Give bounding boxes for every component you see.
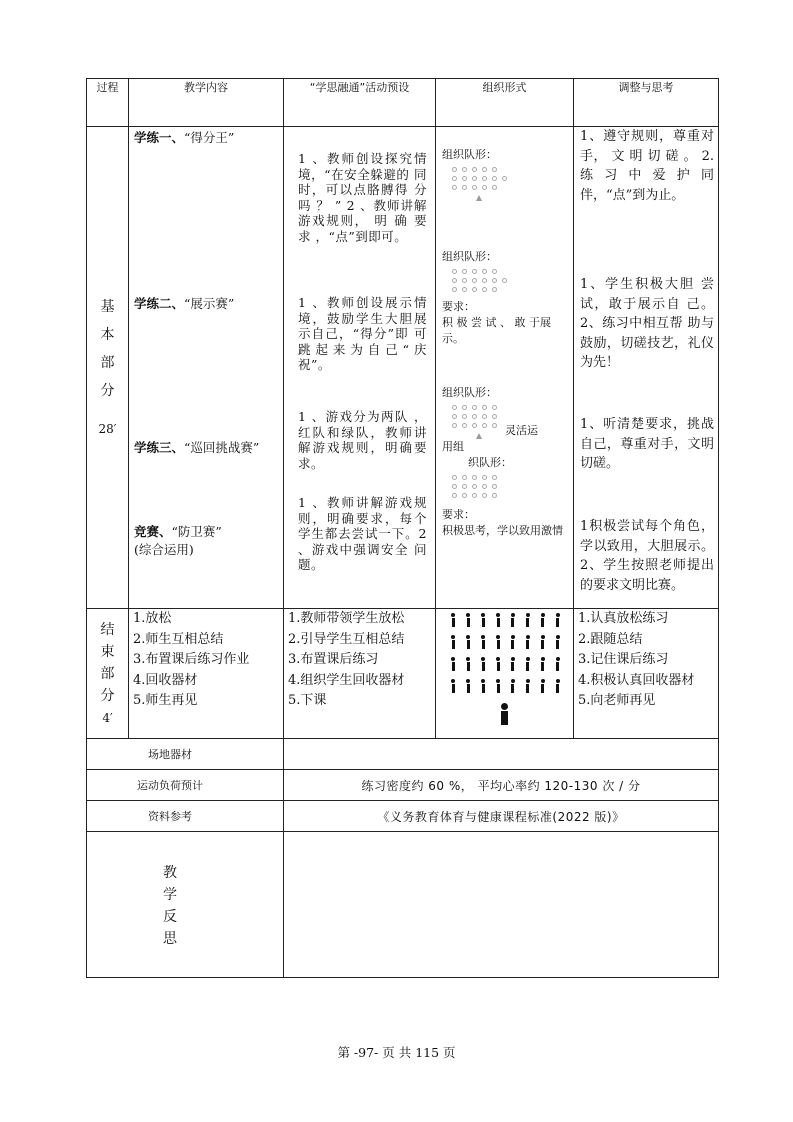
end-organization-cell: [436, 609, 574, 739]
student-figure-icon: [550, 613, 565, 629]
formation-diagram: [452, 269, 507, 296]
list-item: 4.积极认真回收器材: [578, 672, 695, 688]
end-content-cell: [129, 609, 284, 739]
formation-diagram: [452, 405, 497, 439]
student-figure-icon: [461, 635, 476, 651]
student-figure-icon: [446, 679, 461, 695]
activity-4: 1 、教师讲解游戏规 则，明确要求，每个 学生都去尝试一下。2 、游戏中强调安全 问题。: [298, 495, 427, 572]
process-char: 分: [100, 382, 115, 399]
process-char: 基: [100, 298, 115, 315]
student-figure-icon: [491, 657, 506, 673]
student-figure-icon: [520, 613, 535, 629]
student-figure-icon: [550, 657, 565, 673]
student-figure-icon: [476, 679, 491, 695]
basic-organization-cell: [436, 127, 574, 609]
reflection-row: [87, 832, 719, 978]
list-item: 5.师生再见: [133, 693, 198, 708]
student-figure-icon: [550, 679, 565, 695]
basic-time: 28′: [98, 421, 117, 436]
list-item: 1.教师带领学生放松: [288, 611, 405, 626]
load-row: [87, 770, 719, 801]
list-item: 2.师生互相总结: [133, 631, 224, 647]
student-figure-icon: [491, 679, 506, 695]
student-figure-icon: [506, 635, 521, 651]
student-figure-icon: [491, 613, 506, 629]
load-label: 运动负荷预计: [87, 770, 284, 801]
basic-adjustment-cell: [574, 127, 719, 609]
student-figure-icon: [506, 657, 521, 673]
practice-item-3: 学练三、“巡回挑战赛”: [134, 440, 260, 455]
student-figure-icon: [461, 657, 476, 673]
practice-item-1: 学练一、“得分王”: [134, 130, 235, 145]
list-item: 5.下课: [288, 693, 327, 708]
list-item: 4.回收器材: [133, 672, 198, 688]
student-figure-icon: [476, 635, 491, 651]
adjustment-3: 1、听清楚要求，挑战自己，尊重对手，文明切磋。: [580, 417, 714, 471]
end-activity-cell: [284, 609, 436, 739]
student-figure-icon: [446, 635, 461, 651]
student-figure-icon: [520, 657, 535, 673]
student-figure-icon: [446, 613, 461, 629]
header-organization: 组织形式: [436, 79, 574, 127]
process-char: 部: [100, 665, 115, 682]
formation-3: 组织队形： 灵活运 用组 织队形： 要求： 积极思考，学以致用激情: [442, 386, 563, 537]
list-item: 3.记住课后练习: [578, 652, 669, 667]
student-figure-icon: [506, 613, 521, 629]
header-adjustment: 调整与思考: [574, 79, 719, 127]
list-item: 1.认真放松练习: [578, 611, 669, 626]
activity-1: 1 、教师创设探究情 境，“在安全躲避的 同时，可以点胳膊得 分吗 ？ ” 2 、教师讲解游戏规则， 明 确 要 求 ，“点”到即可。: [298, 151, 427, 244]
adjustment-1: 1、遵守规则，尊重对手， 文 明 切 磋 。 2.练习中爱护同伴，“点”到为止。: [580, 129, 714, 203]
list-item: 4.组织学生回收器材: [288, 672, 405, 688]
student-figure-icon: [506, 679, 521, 695]
teacher-figure-icon: [436, 703, 573, 725]
student-figure-icon: [535, 657, 550, 673]
list-item: 2.引导学生互相总结: [288, 631, 405, 647]
practice-item-2: 学练二、“展示赛”: [134, 296, 235, 311]
process-char: 分: [100, 687, 115, 704]
student-figure-icon: [446, 657, 461, 673]
lesson-plan-table: [86, 78, 719, 978]
list-item: 5.向老师再见: [578, 693, 656, 708]
lesson-plan-sheet: [86, 78, 718, 978]
process-char: 本: [100, 326, 115, 343]
basic-activity-cell: [284, 127, 436, 609]
list-item: 3.布置课后练习: [288, 652, 379, 667]
adjustment-2: 1、学生积极大胆 尝试，敢于展示自 己。 2、练习中相互帮 助与鼓励，切磋技艺，礼仪为先！: [580, 277, 714, 370]
formation-2: 组织队形： 要求： 积 极 尝 试 、 敢 于展 示。: [442, 250, 551, 345]
venue-label: 场地器材: [87, 739, 284, 770]
list-item: 2.跟随总结: [578, 631, 643, 647]
process-char: 结: [100, 621, 115, 638]
header-process: 过程: [87, 79, 129, 127]
venue-value: [284, 739, 719, 770]
page-footer: 第 -97- 页 共 115 页: [337, 1045, 456, 1060]
student-figure-icon: [476, 613, 491, 629]
formation-diagram: [452, 167, 507, 201]
venue-row: [87, 739, 719, 770]
header-activity: “学思融通”活动预设: [284, 79, 436, 127]
reference-row: [87, 801, 719, 832]
student-figure-icon: [535, 635, 550, 651]
activity-3: 1 、游戏分为两队 ，红队和绿队，教师讲 解游戏规则，明确要 求。: [298, 409, 427, 471]
reflection-label: 教 学 反 思: [87, 832, 284, 978]
end-process-cell: [87, 609, 129, 739]
process-char: 束: [100, 643, 115, 660]
end-section-row: [87, 609, 719, 739]
student-figure-icon: [520, 635, 535, 651]
student-figure-icon: [461, 613, 476, 629]
activity-2: 1 、教师创设展示情 境，鼓励学生大胆展 示自己，“得分”即 可跳起来为自己“庆祝”。: [298, 295, 427, 372]
end-adjustment-cell: [574, 609, 719, 739]
basic-content-cell: [129, 127, 284, 609]
student-figure-icon: [476, 657, 491, 673]
table-header-row: [87, 79, 719, 127]
reflection-area: [284, 832, 719, 978]
student-formation-diagram: [436, 609, 573, 695]
list-item: 3.布置课后练习作业: [133, 652, 250, 667]
student-figure-icon: [491, 635, 506, 651]
end-time: 4′: [102, 710, 113, 725]
student-figure-icon: [535, 613, 550, 629]
reference-value: 《义务教育体育与健康课程标准(2022 版)》: [284, 801, 719, 832]
load-value: 练习密度约 60 %， 平均心率约 120-130 次 / 分: [284, 770, 719, 801]
list-item: 1.放松: [133, 611, 172, 626]
student-figure-icon: [520, 679, 535, 695]
basic-section-row: [87, 127, 719, 609]
reference-label: 资料参考: [87, 801, 284, 832]
formation-1: 组织队形：: [442, 147, 569, 201]
formation-diagram: [452, 475, 497, 502]
student-figure-icon: [535, 679, 550, 695]
adjustment-4: 1积极尝试每个角色，学以致用，大胆展示。 2、学生按照老师提出的要求文明比赛。: [580, 519, 714, 593]
student-figure-icon: [550, 635, 565, 651]
competition-item: 竞赛、“防卫赛” (综合运用): [134, 524, 222, 557]
basic-process-cell: [87, 127, 129, 609]
student-figure-icon: [461, 679, 476, 695]
header-content: 教学内容: [129, 79, 284, 127]
process-char: 部: [100, 354, 115, 371]
